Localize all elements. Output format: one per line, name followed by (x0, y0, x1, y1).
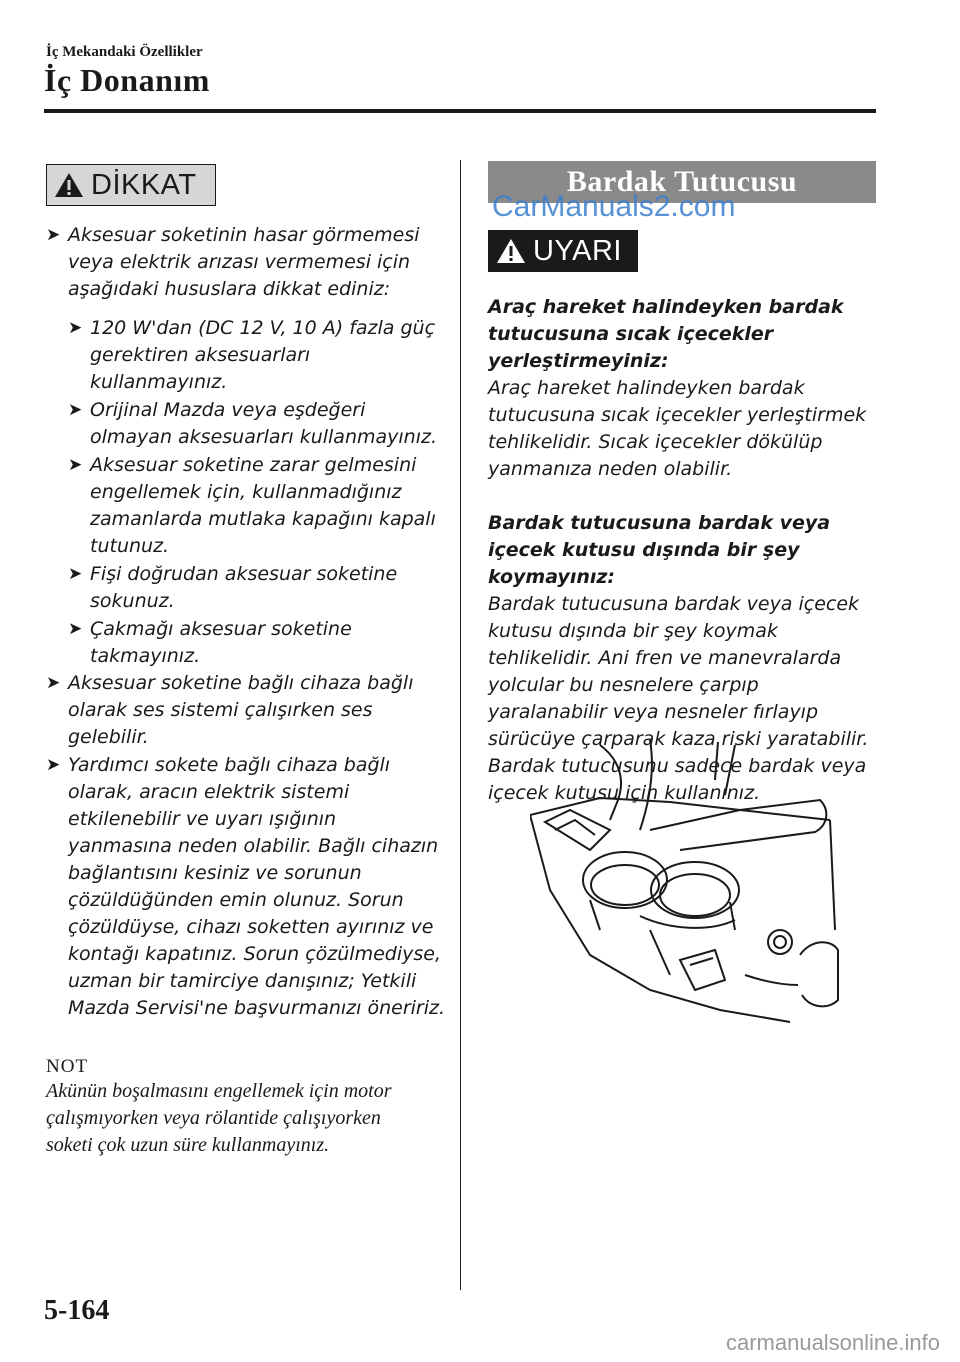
sub-list-item-text: 120 W'dan (DC 12 V, 10 A) fazla güç gerektiren aksesuarları kullanmayınız. (90, 317, 436, 393)
list-item (46, 670, 446, 751)
arrowhead-bullet-icon: ➤ (68, 400, 83, 420)
sub-list-item-text: Aksesuar soketine zarar gelmesini engellemek için, kullanmadığınız zamanlarda mutlaka kapağını kapalı tutunuz. (90, 454, 436, 557)
right-column (488, 230, 876, 807)
sub-list-item (68, 397, 446, 451)
column-divider (460, 160, 461, 1290)
warning-triangle-icon (47, 164, 91, 206)
list-item-text: Aksesuar soketine bağlı cihaza bağlı olarak ses sistemi çalışırken ses gelebilir. (68, 672, 414, 748)
arrowhead-bullet-icon: ➤ (68, 318, 83, 338)
arrowhead-bullet-icon: ➤ (46, 673, 61, 693)
list-item (46, 752, 446, 1022)
page-number: 5-164 (44, 1295, 110, 1326)
warning-body: Araç hareket halindeyken bardak tutucusuna sıcak içecekler yerleştirmek tehlikelidir. Sıcak içecekler dökülüp yanmanıza neden olabilir. (488, 377, 867, 480)
warning-block (488, 294, 876, 483)
warning-label: UYARI (533, 234, 622, 267)
watermark: CarManuals2.com (492, 190, 736, 223)
section-title: Bardak Tutucusu (566, 165, 798, 198)
section-label: İç Mekandaki Özellikler (46, 44, 203, 60)
header-rule (44, 109, 876, 113)
sub-list-item (68, 315, 446, 396)
arrowhead-bullet-icon: ➤ (68, 455, 83, 475)
note-heading: NOT (46, 1056, 89, 1077)
sub-list-item-text: Orijinal Mazda veya eşdeğeri olmayan aksesuarları kullanmayınız. (90, 399, 438, 448)
left-column (46, 164, 446, 1159)
list-item-text: Yardımcı sokete bağlı cihaza bağlı olarak, aracın elektrik sistemi etkilenebilir ve uyarı ışığının yanmasına neden olabilir. Bağlı cihazın bağlantısını kesiniz ve sorunun çözüldüğünden emin olunuz. Sorun çözüldüyse, cihazı soketten ayırınız ve kontağı kapatınız. Sorun çözülmediyse, uzman bir tamirciye danışınız; Yetkili Mazda Servisi'ne başvurmanızı öneririz. (68, 754, 446, 1019)
sub-list-item-text: Fişi doğrudan aksesuar soketine sokunuz. (90, 563, 398, 612)
warning-body: Bardak tutucusuna bardak veya içecek kutusu dışında bir şey koymak tehlikelidir. Ani fren ve manevralarda yolcular bu nesnelere çarpıp yaralanabilir veya nesneler fırlayıp sürücüye çarparak kaza riski yaratabilir. Bardak tutucusunu sadece bardak veya içecek kutusu için kullanınız. (488, 593, 869, 804)
note-text: Akünün boşalmasını engellemek için motor çalışmıyorken veya rölantide çalışıyorken soketi çok uzun süre kullanmayınız. (46, 1080, 392, 1156)
caution-label: DİKKAT (91, 168, 197, 201)
caution-list (46, 222, 446, 1022)
arrowhead-bullet-icon: ➤ (68, 619, 83, 639)
arrowhead-bullet-icon: ➤ (68, 564, 83, 584)
sub-list-item (68, 452, 446, 560)
list-item-text: Aksesuar soketinin hasar görmemesi veya elektrik arızası vermemesi için aşağıdaki hususlara dikkat ediniz: (68, 224, 420, 300)
warning-heading: Bardak tutucusuna bardak veya içecek kutusu dışında bir şey koymayınız: (488, 512, 831, 588)
sub-list-item (68, 616, 446, 670)
cup-holder-illustration (530, 740, 840, 1025)
arrowhead-bullet-icon: ➤ (46, 755, 61, 775)
sub-list-item (68, 561, 446, 615)
list-item (46, 222, 446, 303)
warning-triangle-icon (489, 230, 533, 272)
chapter-title: İç Donanım (44, 62, 210, 98)
arrowhead-bullet-icon: ➤ (46, 225, 61, 245)
caution-badge (46, 164, 216, 206)
sub-list-item-text: Çakmağı aksesuar soketine takmayınız. (90, 618, 352, 667)
footer-url: carmanualsonline.info (725, 1330, 940, 1355)
warning-badge (488, 230, 638, 272)
warning-heading: Araç hareket halindeyken bardak tutucusuna sıcak içecekler yerleştirmeyiniz: (488, 296, 844, 372)
